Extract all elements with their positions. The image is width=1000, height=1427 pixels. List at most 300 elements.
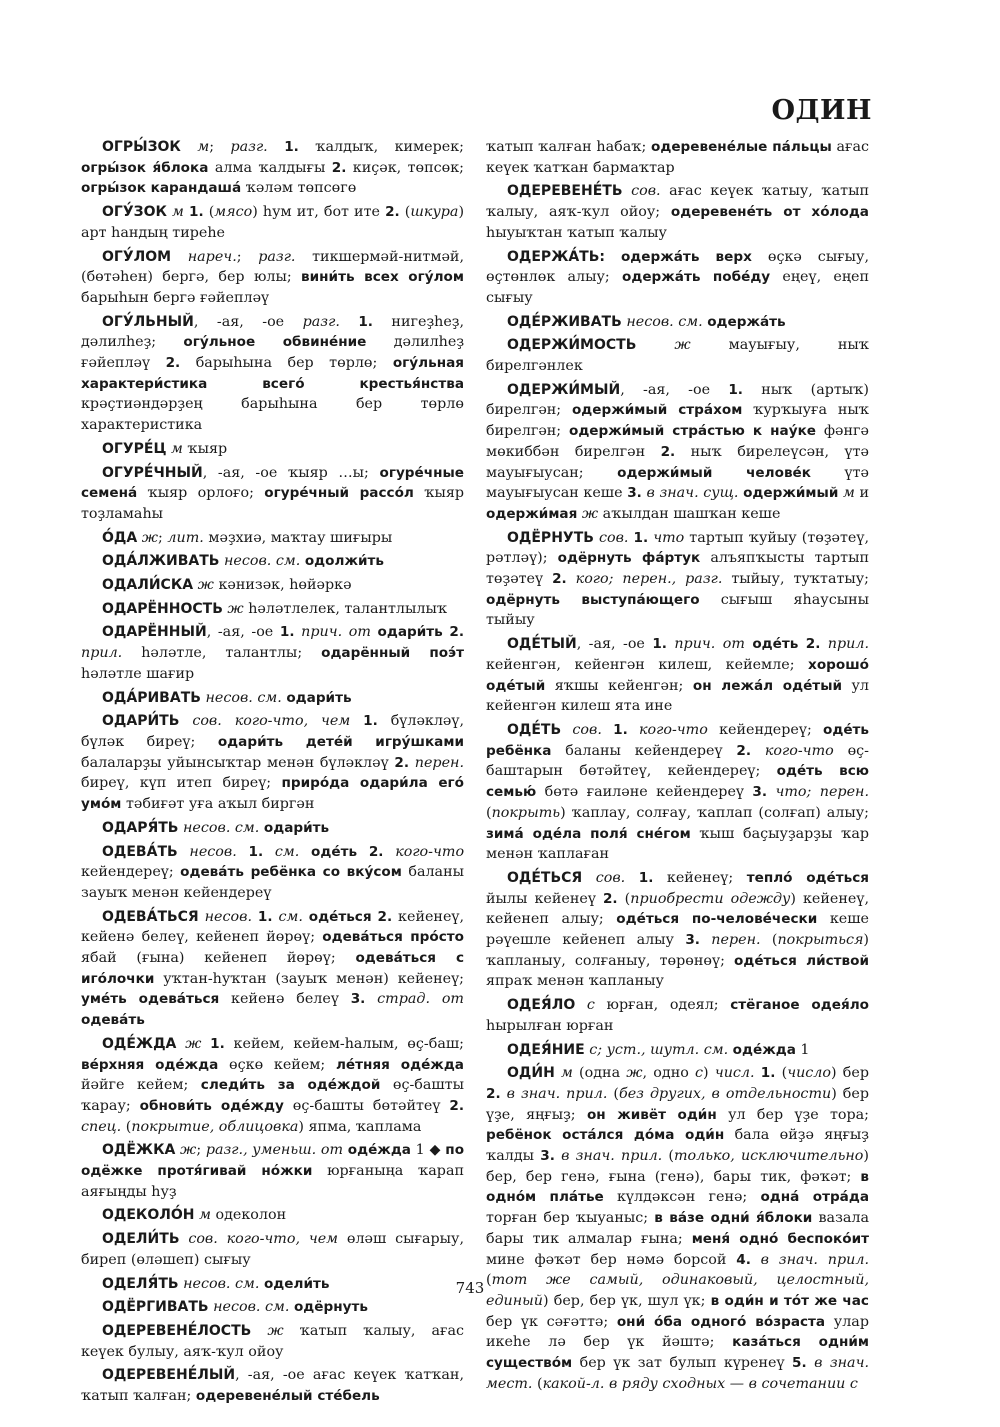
definition-text: мауығыу, ныҡ бирелгәнлек [486, 337, 869, 375]
right-column [486, 137, 869, 1394]
grammar-label: несов. см. [219, 553, 301, 570]
grammar-label: несов. см. [621, 313, 703, 330]
grammar-label: ж [577, 505, 599, 522]
bold-phrase: 2. [368, 843, 384, 860]
definition-text [605, 249, 621, 265]
grammar-label: с [695, 1065, 704, 1082]
grammar-label: в знач. прил. [506, 1085, 608, 1102]
definition-text: кейенә белеү [219, 991, 351, 1008]
grammar-label: ж [626, 1065, 643, 1082]
definition-text: барыһын бергә ғәйепләү [81, 289, 270, 306]
definition-text [602, 722, 613, 738]
grammar-label: спец. [81, 1118, 122, 1135]
grammar-label: только, исключительно [674, 1148, 864, 1165]
grammar-label: от [348, 624, 371, 641]
bold-phrase: одели́ть [263, 1275, 330, 1292]
headword: ОДАРЁННЫЙ [102, 624, 207, 641]
bold-phrase: они́ о́ба одного́ во́зраста [616, 1313, 826, 1330]
grammar-label: сов. [622, 183, 661, 200]
dictionary-entry-odelit [81, 1229, 464, 1270]
bold-phrase: оде́жда [732, 1041, 796, 1058]
definition-text: тартып ҡуйыу (төҙәтеү, рәтләү); [486, 529, 869, 567]
headword: ОДИ́Н [507, 1065, 555, 1082]
definition-text: бүләкләү, бүләк биреү; [81, 713, 465, 750]
bold-phrase: одёрнуть фа́ртук [557, 550, 701, 567]
bold-phrase: одержа́ть [707, 313, 786, 330]
bold-phrase: одева́ть ребёнка со вку́сом [180, 864, 402, 881]
bold-phrase: 2. [377, 908, 393, 925]
definition-text: һәләтлелек, талантлылыҡ [243, 600, 448, 617]
dictionary-entry-odin [486, 1063, 869, 1394]
bold-phrase: оде́жда [347, 1142, 411, 1159]
dictionary-entry-oderzhat [486, 247, 869, 309]
grammar-label: кого; перен., разг. [575, 571, 723, 588]
grammar-label: ж [137, 529, 159, 546]
bold-phrase: 1. [363, 713, 378, 730]
grammar-label: кого-что [638, 721, 708, 738]
grammar-label: м [194, 1207, 211, 1224]
headword: ОДЕ́ТЫЙ [507, 636, 577, 653]
dictionary-entry-odekolon [81, 1205, 464, 1226]
bold-phrase: одеревене́лый сте́бель [195, 1388, 380, 1405]
grammar-label: приобрести одежду [630, 890, 791, 907]
definition-text: торған бер ҡыуаныс; [486, 1210, 655, 1227]
definition-text: ; [158, 529, 168, 546]
bold-phrase: он лежа́л оде́тый [692, 677, 843, 694]
grammar-label: покрыть [491, 804, 561, 821]
grammar-label: без других, в отдельности [618, 1085, 832, 1102]
bold-phrase: одержи́мый стра́хом [571, 402, 743, 419]
grammar-label: м [180, 139, 210, 155]
definition-text: бер үк зат булып күренеү [572, 1355, 792, 1372]
definition-text: бала өйҙә яңғыҙ ҡалды [486, 1127, 869, 1165]
grammar-label: несов. см. [178, 1275, 260, 1292]
definition-text: өҫ-баштарын бөтәйтеү, кейендереү; [486, 742, 870, 780]
definition-text: мәҙхиә, маҡтау шиғыры [203, 529, 393, 546]
headword: ОДЕКОЛО́Н [102, 1207, 195, 1224]
headword: ОДЕЯ́ЛО [507, 997, 576, 1014]
definition-text [299, 844, 311, 860]
definition-text: алма ҡалдығы [208, 159, 332, 176]
definition-text: ; [196, 1142, 206, 1159]
dictionary-entry-odety [486, 634, 869, 717]
headword: ОДЕ́ЖДА [102, 1035, 177, 1052]
dictionary-entry-odetsya [486, 868, 869, 992]
definition-text: уҡтан-һуҡтан (зауыҡ менән) кейенеү; [154, 970, 464, 987]
bold-phrase: 1. [279, 624, 295, 641]
definition-text [357, 844, 369, 860]
definition-text [201, 1036, 210, 1052]
bold-phrase: 1. [358, 313, 373, 330]
bold-phrase: одержи́мый [743, 485, 839, 502]
bold-phrase: по одёжке протя́гивай но́жки [81, 1142, 465, 1180]
grammar-label: сов. [582, 869, 626, 886]
definition-text: барыһына бер төрлө; [180, 355, 393, 372]
headword: ОДЕРЖИ́МЫЙ [507, 381, 621, 398]
headword: ОДЕРЖА́ТЬ: [507, 248, 605, 265]
definition-text: еңеү, еңеп сығыу [486, 269, 869, 306]
definition-text: күлдәксән генә; [603, 1189, 761, 1206]
headword: ОДЕРЕВЕНЕ́ЛОСТЬ [102, 1322, 252, 1339]
grammar-label: лит. [167, 529, 204, 546]
headword: ОДЁРНУТЬ [507, 529, 594, 546]
dictionary-entry-oderzhimost [486, 335, 869, 376]
definition-text: ул бер үҙе тора; [716, 1106, 869, 1123]
definition-text: ҡәләм төпсөгө [241, 180, 357, 197]
definition-text: кеше рәүешле кейенеп алыу [486, 911, 869, 949]
headword: ОДЁРГИВАТЬ [102, 1299, 209, 1316]
bold-phrase: оде́ться ли́ствой [734, 952, 870, 969]
definition-text: ) арт һандың тиреһе [81, 204, 465, 241]
bold-phrase: 1. [652, 636, 667, 653]
grammar-label: перен. [711, 932, 761, 949]
definition-text: үтә мауығыусан кеше [486, 464, 869, 502]
dictionary-entry-odereveneloct [81, 1321, 464, 1362]
definition-text: сығыш яһаусыны тыйыу [486, 591, 869, 629]
dictionary-entry-oderzhimy [486, 380, 869, 525]
definition-text [700, 932, 711, 948]
bold-phrase: огуре́чные семена́ [81, 464, 464, 502]
grammar-label: от [441, 991, 464, 1008]
definition-text: баланы зауыҡ менән кейендереү [81, 864, 464, 901]
bold-phrase: 2. [449, 1097, 464, 1114]
definition-text: ныҡ (артыҡ) бирелгән; [486, 381, 869, 419]
definition-text [567, 571, 576, 587]
bold-phrase: 2. [449, 624, 464, 641]
definition-text: ул кейенгән килеш ята ине [486, 677, 869, 715]
bold-phrase: 2. [165, 355, 181, 372]
page-number: 743 [455, 1279, 485, 1297]
grammar-label: несов. см. [208, 1299, 290, 1316]
dictionary-entry-odeyalo [486, 995, 869, 1036]
definition-text: улар икеһе лә бер үк йәштә; [486, 1313, 869, 1351]
definition-text: ) бер, бер генә, ғына (генә), бары тик, фәҡәт; [486, 1148, 869, 1185]
dictionary-entry-oguzok [81, 202, 464, 243]
grammar-label: в знач. прил. [760, 1251, 869, 1268]
bold-phrase: одеревене́лые па́льцы [651, 139, 832, 155]
definition-text: и [854, 485, 870, 502]
definition-text: ныҡ бирелеүсән, үтә мауығыусан; [486, 443, 869, 481]
headword: ОДЕРЕВЕНЕ́ЛЫЙ [102, 1367, 236, 1384]
grammar-label: ж [222, 600, 244, 617]
bold-phrase: одари́ть [286, 689, 352, 706]
definition-text: балаларҙы уйынсыҡтар менән бүләкләү [81, 754, 395, 771]
definition-text: ; [209, 139, 231, 155]
bold-phrase: 1. [284, 139, 299, 155]
definition-text [268, 139, 284, 155]
definition-text: ( [486, 1272, 492, 1289]
grammar-label: нареч. [171, 248, 237, 265]
definition-text [820, 636, 827, 652]
grammar-label: несов. см. [178, 819, 260, 836]
bold-phrase: тепло́ оде́ться [746, 869, 870, 886]
grammar-label: с [575, 997, 595, 1014]
definition-text: ҡалдыҡ, кимерек; [298, 139, 464, 155]
bold-phrase: 1. [257, 908, 273, 925]
headword: ОДАРЯ́ТЬ [102, 819, 179, 836]
definition-text: кейенеү; [653, 869, 747, 886]
grammar-label: ж [176, 1035, 202, 1052]
bold-phrase: вини́ть всех огу́лом [301, 269, 464, 286]
grammar-label: ж [251, 1322, 284, 1339]
headword: ОГРЫ́ЗОК [102, 139, 181, 155]
dictionary-entry-oderevenet [486, 181, 869, 243]
headword: ОГУРЕ́Ц [102, 440, 167, 457]
grammar-label: числ. [714, 1065, 755, 1082]
bold-phrase: 3. [752, 784, 768, 801]
definition-text: , -ая, -ое ағас кеүек ҡатҡан, ҡатып ҡалған; [81, 1367, 464, 1405]
grammar-label: прич. от [674, 636, 745, 653]
definition-text: юрған, одеял; [594, 997, 731, 1014]
bold-phrase: 3. [685, 932, 700, 949]
dictionary-entry-odeyanie [486, 1040, 869, 1061]
bold-phrase: одержи́мая [486, 505, 578, 522]
definition-text: , -ая, -ое [576, 636, 653, 653]
headword: ОДЕЯ́НИЕ [507, 1041, 585, 1058]
grammar-label: прил. [827, 636, 869, 653]
definition-text: кейем, кейем-һалым, өҫ-баш; [224, 1035, 464, 1052]
grammar-label: разг. [258, 248, 296, 265]
dictionary-entry-odevatsya [81, 907, 464, 1031]
bold-phrase: 3. [540, 1148, 555, 1165]
headword: ОДЁЖКА [102, 1142, 176, 1159]
grammar-label: несов. [177, 843, 237, 860]
bold-phrase: следи́ть за оде́ждой [200, 1077, 381, 1094]
dictionary-entry-odarit [81, 711, 464, 815]
definition-text: тикшермәй-нитмәй, (бөтәһен) бергә, бер юлы; [81, 248, 464, 286]
definition-text [365, 991, 377, 1007]
definition-text [237, 844, 249, 860]
definition-text: , одно [642, 1065, 696, 1082]
bold-phrase: 1. [760, 1065, 776, 1082]
dictionary-entry-oderzhivat [486, 312, 869, 333]
bold-phrase: хорошо́ оде́тый [486, 656, 869, 694]
definition-text [751, 743, 765, 759]
dictionary-entry-oda [81, 528, 464, 549]
grammar-label: см. [274, 843, 300, 860]
grammar-label: разг. [302, 313, 340, 330]
bold-phrase: 2. [552, 571, 567, 588]
definition-text: йәйге кейем; [81, 1077, 201, 1094]
definition-text: баланы кейендереү [551, 742, 737, 759]
grammar-label: с; уст., шутл. см. [584, 1041, 729, 1058]
dictionary-entry-odalzhivat [81, 551, 464, 572]
grammar-label: кого-что [764, 742, 834, 759]
definition-text: өҫ-башты ҡарау; [81, 1077, 465, 1114]
bold-phrase: зима́ оде́ла поля́ сне́гом [486, 825, 691, 842]
bold-phrase: 2. [602, 890, 618, 907]
definition-text: ) һум ит, бот ите [252, 204, 386, 221]
dictionary-entry-odaryat [81, 818, 464, 839]
definition-text: өҫкө кейем; [218, 1056, 336, 1073]
bold-phrase: стёганое одея́ло [730, 997, 869, 1014]
bold-phrase: уме́ть одева́ться [81, 991, 220, 1008]
definition-text: ябай (ғына) кейенеп йөрөү; [81, 950, 356, 967]
definition-text: нигеҙһеҙ, дәлилһеҙ; [81, 313, 464, 351]
definition-text: ) бер, бер үк, шул үк; [543, 1292, 711, 1309]
bold-phrase: огры́зок карандаша́ [81, 180, 242, 197]
definition-text [371, 624, 378, 640]
grammar-label: прил. [81, 645, 123, 662]
definition-text [430, 991, 442, 1007]
definition-text: ҡатып ҡалған һабаҡ; [486, 139, 651, 155]
definition-text: ( [760, 932, 778, 949]
bold-phrase: оде́ться [308, 908, 372, 925]
bold-phrase: одержи́мый стра́стью к нау́ке [568, 423, 817, 440]
bold-phrase: одари́ть дете́й игру́шками [217, 733, 464, 750]
definition-text: ) ҡапланыу, солғаныу, төрөнөү; [486, 932, 869, 969]
bold-phrase: ве́рхняя оде́жда [81, 1056, 219, 1073]
bold-phrase: одержа́ть верх [620, 248, 752, 265]
bold-phrase: 1. [613, 721, 628, 738]
grammar-label: шкура [410, 204, 459, 221]
definition-text: һәләтле шағир [81, 665, 195, 682]
bold-phrase: каза́ться одни́м существо́м [486, 1334, 870, 1372]
grammar-label: прич. [301, 624, 343, 641]
definition-text: , -ая, -ое [620, 381, 729, 398]
headword: ОДЕ́ТЬСЯ [507, 869, 583, 886]
definition-text: ( [617, 890, 631, 907]
dictionary-entry-odarivat [81, 688, 464, 709]
bold-phrase: ребёнок оста́лся до́ма оди́н [486, 1127, 725, 1144]
headword: ОГУРЕ́ЧНЫЙ [102, 464, 203, 481]
definition-text: биреү, күп итеп биреү; [81, 775, 282, 792]
definition-text: дәлилһеҙ ғәйепләү [81, 334, 464, 372]
grammar-label: в знач. сущ. [646, 485, 739, 502]
definition-text: кейенеү, кейенә белеү, кейенеп йөрөү; [81, 908, 465, 946]
definition-text: ( [121, 1118, 132, 1135]
headword: ОГУ́ЗОК [102, 204, 167, 221]
bold-phrase: оде́ть ребёнка [486, 721, 870, 759]
headword: ОДЕЛИ́ТЬ [102, 1231, 180, 1248]
definition-text [798, 636, 805, 652]
definition-text: ҡыш баҫыуҙарҙы ҡар менән ҡаплаған [486, 825, 869, 863]
bold-phrase: 2. [331, 159, 347, 176]
bold-phrase: одёрнуть [293, 1299, 368, 1316]
bold-phrase: 2. [660, 443, 676, 460]
bold-phrase: одержа́ть побе́ду [622, 269, 771, 286]
headword: ОДЕВА́ТЬСЯ [102, 908, 199, 925]
headword: ОДЕВА́ТЬ [102, 843, 178, 860]
definition-text: ҡыяр тоҙламаһы [81, 485, 464, 522]
grammar-label: кого-что [395, 843, 465, 860]
bold-phrase: 1. [638, 869, 654, 886]
definition-text: һыуыҡтан ҡатып ҡалыу [486, 224, 667, 241]
definition-text: ( [486, 804, 492, 821]
bold-phrase: огу́льное обвине́ние [183, 334, 367, 351]
grammar-label: ж [193, 577, 214, 594]
bold-phrase: одева́ть [81, 1012, 145, 1029]
definition-text: ҡатып ҡалыу, ағас кеүек булыу, аяҡ-ҡул ойоу [81, 1322, 465, 1360]
headword: ОДЕЛЯ́ТЬ [102, 1275, 179, 1292]
headword: ОГУ́ЛОМ [102, 248, 172, 265]
grammar-label: разг. [230, 139, 268, 155]
grammar-label: покрыться [777, 932, 864, 949]
dictionary-entry-ogulom [81, 247, 464, 309]
bold-phrase: оде́ться по-челове́чески [616, 911, 818, 928]
definition-text [350, 713, 363, 729]
grammar-label: несов. см. [200, 689, 282, 706]
definition-text: 1 ◆ [410, 1142, 446, 1159]
definition-text: йылы кейенеү [486, 890, 603, 907]
dictionary-entry-odaliska [81, 575, 464, 596]
definition-text: ) бер [831, 1065, 870, 1082]
definition-text [628, 722, 639, 738]
definition-text: алъяпҡысты тартып төҙәтеү [486, 550, 869, 588]
headword: ОДАРЁННОСТЬ [102, 600, 223, 617]
grammar-label: сов. кого-что, чем [179, 1231, 339, 1248]
bold-phrase: оде́ть всю семью́ [486, 763, 870, 801]
definition-text: кәнизәк, һөйәркә [213, 577, 352, 594]
grammar-label: в знач. мест. [486, 1355, 870, 1392]
bold-phrase: ле́тняя оде́жда [335, 1056, 464, 1073]
definition-text: ) [703, 1065, 715, 1082]
definition-text: ( [203, 204, 215, 221]
bold-phrase: 5. [791, 1355, 807, 1372]
definition-text: ҡыяр орлоғо; [137, 485, 265, 502]
definition-text [342, 624, 349, 640]
dictionary-entry-ogurec [81, 439, 464, 460]
left-column [81, 137, 464, 1407]
headword: ОДЕ́РЖИВАТЬ [507, 313, 622, 330]
definition-text: крәҫтиәндәрҙең барыһына бер төрлө характеристика [81, 396, 464, 434]
grammar-label: покрытие, облицовка [131, 1118, 299, 1135]
dictionary-entry-right-cont [486, 137, 869, 178]
grammar-label: м [166, 204, 184, 221]
bold-phrase: он живёт оди́н [586, 1106, 717, 1123]
bold-phrase: одарённый поэ́т [321, 645, 464, 662]
definition-text: бер үк сәғәттә; [486, 1313, 617, 1330]
grammar-label: тот же самый, одинаковый, целостный, единый [486, 1272, 869, 1309]
bold-phrase: огры́зок я́блока [81, 159, 209, 176]
definition-text [383, 844, 395, 860]
definition-text: ; [236, 248, 259, 265]
grammar-label: ж [636, 337, 691, 354]
grammar-label: м [554, 1065, 573, 1082]
dictionary-entry-odereveneli [81, 1365, 464, 1406]
grammar-label: что [653, 529, 685, 546]
bold-phrase: в одно́м пла́тье [486, 1168, 869, 1206]
definition-text: тыйыу, туҡтатыу; [722, 571, 869, 588]
definition-text [263, 844, 275, 860]
headword: ОДЕ́ТЬ [507, 721, 562, 738]
dictionary-entry-odergivat [81, 1297, 464, 1318]
grammar-label: разг., уменьш. от [205, 1142, 344, 1159]
headword: ОДА́ЛЖИВАТЬ [102, 553, 220, 570]
bold-phrase: 3. [350, 991, 366, 1008]
definition-text: одеколон [210, 1207, 287, 1224]
definition-text: ( [607, 1085, 619, 1102]
bold-phrase: оде́ть [311, 843, 358, 860]
definition-text: өҫ-башты бөтәйтеү [283, 1097, 450, 1114]
bold-phrase: 1. [248, 843, 264, 860]
dictionary-entry-ogulny [81, 312, 464, 436]
definition-text: ( [399, 204, 411, 221]
bold-phrase: приро́да одари́ла его́ умо́м [81, 775, 464, 813]
bold-phrase: огуре́чный рассо́л [264, 485, 414, 502]
grammar-label: м [166, 440, 183, 457]
headword: ОГУ́ЛЬНЫЙ [102, 313, 194, 330]
definition-text: фәнгә мөкиббән бирелгән [486, 423, 869, 460]
definition-text: , -ая, -ое [206, 624, 280, 641]
definition-text: яҡшы кейенгән; [545, 677, 693, 694]
grammar-label: сов. [593, 529, 629, 546]
definition-text: бөтә ғаиләне кейендереү [536, 784, 753, 801]
definition-text: ( [662, 1148, 674, 1165]
definition-text: ( [532, 1375, 543, 1392]
bold-phrase: 1. [188, 204, 204, 221]
dictionary-entry-odet [486, 720, 869, 865]
